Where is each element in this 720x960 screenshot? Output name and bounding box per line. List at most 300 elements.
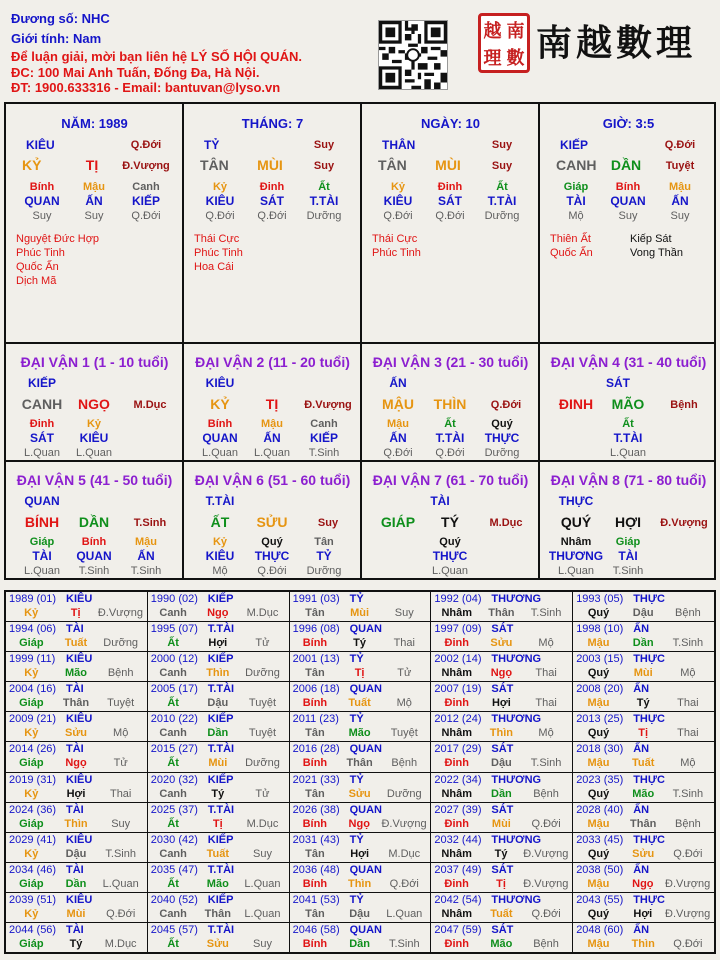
year-stage: Suy bbox=[252, 847, 272, 860]
year-cell bbox=[431, 742, 572, 771]
year-god: QUAN bbox=[349, 923, 382, 936]
year-stem: Tân bbox=[305, 847, 325, 860]
year-cell bbox=[148, 712, 289, 741]
year-branch: Dậu bbox=[349, 907, 370, 920]
year-label: 2027 (39) bbox=[434, 803, 482, 816]
decade-title: ĐẠI VẬN 4 (31 - 40 tuổi) bbox=[550, 354, 707, 370]
year-stem: Kỷ bbox=[24, 847, 39, 860]
year-stage: M.Dục bbox=[246, 607, 279, 619]
decade-branch: SỬU bbox=[256, 514, 288, 530]
year-branch: Thìn bbox=[206, 667, 230, 680]
year-god: THƯƠNG bbox=[491, 593, 542, 605]
hidden-stage: T.Sinh bbox=[130, 565, 162, 577]
year-branch: Tuất bbox=[348, 697, 371, 710]
hidden-stage: T.Sinh bbox=[308, 447, 340, 459]
year-cell bbox=[148, 742, 289, 771]
year-stem: Quý bbox=[587, 727, 610, 740]
hidden-stage: T.Sinh bbox=[612, 565, 644, 577]
year-stage: Dưỡng bbox=[103, 637, 139, 650]
year-label: 1992 (04) bbox=[434, 593, 482, 605]
hidden-stem: Bính bbox=[81, 536, 107, 548]
pillar-stem: TÂN bbox=[378, 157, 407, 173]
hidden-god: ẤN bbox=[137, 549, 155, 563]
decade-3 bbox=[362, 344, 539, 460]
year-cell bbox=[290, 773, 431, 802]
year-god: TỶ bbox=[349, 713, 364, 726]
year-cell bbox=[290, 682, 431, 711]
hidden-stem: Kỷ bbox=[86, 418, 102, 430]
hidden-stem: Quý bbox=[439, 536, 461, 548]
hidden-stage: L.Quan bbox=[557, 565, 595, 577]
year-stem: Giáp bbox=[19, 637, 44, 650]
year-pillar bbox=[576, 727, 710, 739]
year-stage: Thai bbox=[677, 697, 699, 710]
year-pillar bbox=[9, 878, 143, 890]
year-label: 1997 (09) bbox=[434, 623, 482, 636]
year-stage: T.Sinh bbox=[672, 637, 704, 650]
year-label: 2021 (33) bbox=[292, 773, 340, 786]
year-cell bbox=[431, 712, 572, 741]
year-stage: Tử bbox=[113, 757, 128, 770]
year-stage: Đ.Vượng bbox=[381, 817, 427, 830]
year-label: 2041 (53) bbox=[292, 893, 340, 906]
year-stage: M.Dục bbox=[246, 817, 279, 830]
year-branch: Hợi bbox=[208, 637, 228, 650]
year-pillar bbox=[151, 757, 285, 769]
year-pillar bbox=[9, 607, 143, 619]
hidden-god: SÁT bbox=[30, 431, 54, 445]
year-label: 2012 (24) bbox=[434, 713, 482, 726]
year-stem: Đinh bbox=[444, 757, 469, 770]
year-branch: Tý bbox=[353, 637, 367, 650]
year-god: SÁT bbox=[491, 863, 514, 876]
hidden-god: KIÊU bbox=[205, 194, 235, 208]
year-stage: Bệnh bbox=[533, 787, 559, 800]
hidden-god: THƯƠNG bbox=[548, 549, 604, 563]
year-stem: Ất bbox=[167, 817, 179, 830]
year-pillar bbox=[151, 637, 285, 649]
year-cell bbox=[290, 803, 431, 832]
decade-title: ĐẠI VẬN 3 (21 - 30 tuổi) bbox=[372, 354, 529, 370]
year-god: THƯƠNG bbox=[491, 713, 542, 726]
star-name: Thiên Ất bbox=[550, 233, 591, 245]
hidden-stem: Mậu bbox=[83, 181, 105, 193]
year-label: 2018 (30) bbox=[576, 743, 624, 756]
year-branch: Thìn bbox=[489, 727, 513, 740]
decade-state: Đ.Vượng bbox=[660, 517, 708, 529]
pillar-god: TỶ bbox=[204, 138, 220, 152]
year-stage: Mộ bbox=[680, 757, 696, 770]
year-stage: T.Sinh bbox=[388, 937, 420, 950]
year-branch: Tị bbox=[212, 817, 223, 830]
year-stage: T.Sinh bbox=[530, 607, 562, 619]
year-stem: Tân bbox=[305, 727, 325, 740]
year-cell bbox=[148, 652, 289, 681]
year-stem: Tân bbox=[305, 787, 325, 800]
decade-2 bbox=[184, 344, 361, 460]
year-branch: Tý bbox=[636, 697, 650, 710]
hidden-god: QUAN bbox=[610, 194, 646, 208]
year-stage: Thai bbox=[109, 787, 132, 800]
year-stage: Thai bbox=[535, 697, 557, 710]
year-god: ẤN bbox=[633, 923, 650, 936]
year-pillar bbox=[151, 848, 285, 860]
year-stage: Mộ bbox=[396, 697, 412, 710]
hidden-stage: L.Quan bbox=[23, 565, 61, 577]
hidden-god: TÀI bbox=[32, 549, 52, 563]
year-god: T.TÀI bbox=[207, 623, 235, 636]
pillar-state: Suy bbox=[491, 160, 513, 172]
year-label: 1991 (03) bbox=[292, 593, 340, 605]
year-stem: Tân bbox=[305, 607, 325, 619]
hidden-stem: Kỷ bbox=[390, 181, 406, 193]
year-pillar bbox=[434, 697, 568, 709]
year-label: 1998 (10) bbox=[576, 623, 624, 636]
year-stem: Nhâm bbox=[441, 727, 472, 740]
year-branch: Tuất bbox=[490, 907, 513, 920]
pillar-god: KIÊU bbox=[26, 138, 55, 152]
star-name: Phúc Tinh bbox=[194, 247, 243, 259]
decade-6 bbox=[184, 462, 361, 578]
hidden-stage: Q.Đới bbox=[131, 210, 161, 222]
star-name: Kiếp Sát bbox=[630, 233, 672, 245]
year-god: KIẾP bbox=[207, 833, 234, 846]
hidden-stem: Mậu bbox=[261, 418, 283, 430]
decade-title: ĐẠI VẬN 6 (51 - 60 tuổi) bbox=[194, 472, 351, 488]
year-stage: Bệnh bbox=[533, 937, 559, 950]
pillar-title: NGÀY: 10 bbox=[421, 116, 480, 131]
year-pillar bbox=[576, 757, 710, 769]
year-pillar bbox=[434, 637, 568, 649]
year-pillar bbox=[151, 818, 285, 830]
year-cell bbox=[6, 773, 147, 802]
year-pillar bbox=[576, 818, 710, 830]
year-stem: Mậu bbox=[587, 817, 610, 830]
year-stem: Đinh bbox=[444, 877, 469, 890]
year-pillar bbox=[293, 878, 427, 890]
hidden-god: TÀI bbox=[618, 549, 638, 563]
year-god: KIẾP bbox=[207, 593, 234, 605]
year-branch: Thân bbox=[346, 757, 373, 770]
decade-stem: BÍNH bbox=[24, 514, 60, 530]
year-stage: L.Quan bbox=[386, 907, 423, 920]
year-god: KIẾP bbox=[207, 773, 234, 786]
year-god: ẤN bbox=[633, 743, 650, 756]
pillar-title: GIỜ: 3:5 bbox=[602, 116, 655, 131]
year-cell bbox=[573, 923, 714, 952]
hidden-stem: Giáp bbox=[29, 536, 55, 548]
year-cell bbox=[573, 592, 714, 621]
year-god: TÀI bbox=[66, 743, 84, 756]
year-pillar bbox=[151, 938, 285, 950]
year-pillar bbox=[293, 727, 427, 739]
year-god: KIÊU bbox=[66, 653, 93, 666]
year-cell bbox=[573, 893, 714, 922]
decade-title: ĐẠI VẬN 2 (11 - 20 tuổi) bbox=[195, 354, 350, 370]
year-stage: T.Sinh bbox=[105, 847, 136, 860]
year-branch: Sửu bbox=[490, 637, 513, 650]
year-label: 2014 (26) bbox=[9, 743, 57, 756]
year-stem: Mậu bbox=[587, 757, 610, 770]
phone-email-text[interactable]: ĐT: 1900.633316 - Email: bantuvan@lyso.vn bbox=[11, 80, 281, 95]
year-stem: Đinh bbox=[444, 637, 469, 650]
decade-branch: MÃO bbox=[611, 396, 645, 412]
year-stage: Mộ bbox=[538, 637, 554, 650]
year-stage: L.Quan bbox=[244, 907, 281, 920]
hidden-stage: Q.Đới bbox=[435, 447, 465, 459]
star-name: Phúc Tinh bbox=[16, 247, 65, 259]
year-cell bbox=[573, 833, 714, 862]
year-god: ẤN bbox=[633, 623, 650, 636]
pillar-branch: MÙI bbox=[257, 157, 283, 173]
hidden-stem: Bính bbox=[615, 181, 641, 193]
year-pillar bbox=[293, 938, 427, 950]
hidden-stage: Mộ bbox=[212, 565, 228, 577]
year-stem: Giáp bbox=[19, 877, 44, 890]
year-god: KIÊU bbox=[66, 593, 93, 605]
hidden-stem: Ất bbox=[444, 418, 456, 430]
year-god: TỶ bbox=[349, 593, 364, 605]
year-stem: Bính bbox=[302, 697, 328, 710]
hidden-stem: Đinh bbox=[259, 181, 285, 193]
year-god: THỰC bbox=[633, 893, 665, 906]
hidden-stem: Mậu bbox=[669, 181, 691, 193]
hidden-god: KIÊU bbox=[383, 194, 413, 208]
year-god: THỰC bbox=[633, 833, 665, 846]
star-name: Dịch Mã bbox=[16, 275, 57, 287]
year-god: KIẾP bbox=[207, 653, 234, 666]
year-cell bbox=[6, 893, 147, 922]
hidden-god: T.TÀI bbox=[309, 194, 339, 208]
year-god: QUAN bbox=[349, 683, 382, 696]
hidden-stage: Q.Đới bbox=[383, 210, 413, 222]
year-stage: Mộ bbox=[538, 727, 554, 740]
year-stage: M.Dục bbox=[104, 937, 137, 950]
year-cell bbox=[573, 652, 714, 681]
year-stem: Kỷ bbox=[24, 607, 39, 619]
year-stage: L.Quan bbox=[244, 877, 281, 890]
year-pillar bbox=[151, 697, 285, 709]
pillar-title: THÁNG: 7 bbox=[241, 116, 304, 131]
hidden-god: KIẾP bbox=[131, 194, 161, 208]
decade-title: ĐẠI VẬN 1 (1 - 10 tuổi) bbox=[20, 354, 169, 370]
year-stage: Đ.Vượng bbox=[523, 847, 569, 860]
year-stem: Ất bbox=[167, 637, 179, 650]
year-stem: Ất bbox=[167, 937, 179, 950]
year-cell bbox=[6, 712, 147, 741]
year-stem: Ất bbox=[167, 697, 179, 710]
year-stem: Bính bbox=[302, 817, 328, 830]
year-pillar bbox=[9, 938, 143, 950]
hidden-stage: Suy bbox=[84, 210, 104, 222]
year-cell bbox=[6, 622, 147, 651]
year-god: SÁT bbox=[491, 623, 514, 636]
year-branch: Ngọ bbox=[65, 757, 87, 770]
year-stem: Kỷ bbox=[24, 907, 39, 920]
hidden-stem: Đinh bbox=[29, 418, 55, 430]
hidden-stem: Mậu bbox=[387, 418, 409, 430]
year-stage: Dưỡng bbox=[245, 757, 280, 770]
star-name: Hoa Cái bbox=[194, 261, 234, 273]
year-stem: Mậu bbox=[587, 637, 610, 650]
year-god: THỰC bbox=[633, 773, 665, 786]
year-branch: Hợi bbox=[350, 847, 370, 860]
hidden-stem: Canh bbox=[132, 181, 160, 193]
year-cell bbox=[148, 833, 289, 862]
hidden-stem: Kỷ bbox=[212, 181, 228, 193]
year-stage: Q.Đới bbox=[673, 937, 703, 950]
year-pillar bbox=[434, 667, 568, 679]
year-cell bbox=[148, 682, 289, 711]
year-pillar bbox=[434, 878, 568, 890]
year-label: 2031 (43) bbox=[292, 833, 340, 846]
year-pillar bbox=[9, 908, 143, 920]
pillar-0 bbox=[6, 104, 183, 342]
year-label: 1999 (11) bbox=[9, 653, 56, 666]
year-branch: Ngọ bbox=[348, 817, 370, 830]
year-branch: Mão bbox=[65, 667, 87, 680]
year-pillar bbox=[434, 727, 568, 739]
hidden-god: ẤN bbox=[85, 194, 103, 208]
year-stem: Canh bbox=[159, 727, 187, 740]
year-pillar bbox=[293, 848, 427, 860]
year-branch: Mùi bbox=[350, 607, 370, 619]
year-pillar bbox=[434, 848, 568, 860]
year-branch: Mão bbox=[206, 877, 229, 890]
hidden-stage: Q.Đới bbox=[257, 210, 287, 222]
year-label: 2037 (49) bbox=[434, 863, 482, 876]
year-cell bbox=[290, 622, 431, 651]
year-god: QUAN bbox=[349, 803, 382, 816]
year-pillar bbox=[9, 697, 143, 709]
pillar-title: NĂM: 1989 bbox=[61, 116, 128, 131]
decade-state: M.Dục bbox=[133, 399, 167, 411]
star-name: Quốc Ấn bbox=[550, 247, 593, 259]
decade-stem: CANH bbox=[21, 396, 63, 412]
year-stage: Bệnh bbox=[391, 757, 418, 770]
hidden-stage: Q.Đới bbox=[383, 447, 413, 459]
star-name: Vong Thần bbox=[630, 247, 684, 259]
year-stem: Canh bbox=[159, 787, 187, 800]
year-cell bbox=[290, 652, 431, 681]
year-god: KIẾP bbox=[207, 893, 234, 906]
year-god: TÀI bbox=[66, 683, 84, 696]
year-label: 2046 (58) bbox=[292, 923, 340, 936]
year-label: 1994 (06) bbox=[9, 623, 57, 636]
hidden-god: TỶ bbox=[316, 549, 332, 563]
year-pillar bbox=[434, 818, 568, 830]
year-cell bbox=[431, 893, 572, 922]
contact-text: Để luận giải, mời bạn liên hệ LÝ SỐ HỘI QUÁN. bbox=[11, 49, 302, 64]
year-pillar bbox=[293, 667, 427, 679]
year-stem: Quý bbox=[587, 907, 610, 920]
year-branch: Sửu bbox=[348, 787, 371, 800]
year-pillar bbox=[576, 908, 710, 920]
year-stage: T.Sinh bbox=[530, 757, 562, 770]
year-stem: Quý bbox=[587, 787, 610, 800]
year-label: 2045 (57) bbox=[150, 923, 198, 936]
year-stem: Nhâm bbox=[441, 847, 472, 860]
year-cell bbox=[431, 622, 572, 651]
year-branch: Sửu bbox=[64, 727, 88, 740]
hidden-stage: Dưỡng bbox=[306, 210, 342, 222]
hidden-stem: Tân bbox=[314, 536, 334, 548]
year-cell bbox=[6, 863, 147, 892]
hidden-god: TÀI bbox=[566, 194, 586, 208]
pillar-note: Q.Đới bbox=[664, 139, 696, 151]
hidden-god: T.TÀI bbox=[435, 431, 465, 445]
hidden-stage: L.Quan bbox=[75, 447, 113, 459]
decade-branch: TỊ bbox=[265, 396, 279, 412]
year-pillar bbox=[434, 908, 568, 920]
decade-stem: ẤT bbox=[210, 514, 230, 530]
decade-state: Suy bbox=[317, 517, 339, 529]
year-branch: Mùi bbox=[491, 817, 511, 830]
year-label: 1989 (01) bbox=[9, 593, 57, 605]
year-label: 2043 (55) bbox=[576, 893, 624, 906]
year-stage: Bệnh bbox=[675, 607, 701, 619]
year-god: TÀI bbox=[66, 863, 84, 876]
year-cell bbox=[431, 592, 572, 621]
year-label: 2042 (54) bbox=[434, 893, 482, 906]
year-cell bbox=[431, 682, 572, 711]
year-branch: Ngọ bbox=[490, 667, 513, 680]
hidden-stage: L.Quan bbox=[431, 565, 469, 577]
year-stage: Q.Đới bbox=[106, 907, 136, 920]
year-stage: Suy bbox=[111, 817, 131, 830]
year-label: 2034 (46) bbox=[9, 863, 57, 876]
year-cell bbox=[148, 773, 289, 802]
qr-code-icon[interactable] bbox=[378, 20, 448, 90]
year-god: QUAN bbox=[349, 863, 382, 876]
star-name: Thái Cực bbox=[194, 233, 240, 245]
year-pillar bbox=[151, 727, 285, 739]
year-god: THƯƠNG bbox=[491, 773, 542, 786]
year-stage: Mộ bbox=[113, 727, 129, 740]
year-pillar bbox=[9, 848, 143, 860]
year-god: TỶ bbox=[349, 833, 364, 846]
year-stage: Q.Đới bbox=[531, 817, 561, 830]
year-god: THỰC bbox=[633, 593, 665, 605]
year-god: KIÊU bbox=[66, 833, 93, 846]
pillar-2 bbox=[362, 104, 539, 342]
year-stem: Đinh bbox=[444, 937, 469, 950]
decade-state: Q.Đới bbox=[490, 399, 522, 411]
year-cell bbox=[431, 923, 572, 952]
hidden-stem: Bính bbox=[207, 418, 233, 430]
year-stem: Tân bbox=[305, 907, 325, 920]
decade-god: ẤN bbox=[389, 376, 407, 390]
year-label: 2039 (51) bbox=[9, 893, 57, 906]
pillar-branch: TỊ bbox=[85, 157, 99, 173]
star-name: Thái Cực bbox=[372, 233, 418, 245]
year-god: T.TÀI bbox=[207, 683, 235, 696]
hidden-stem: Bính bbox=[29, 181, 55, 193]
year-pillar bbox=[293, 607, 427, 619]
hidden-stage: L.Quan bbox=[23, 447, 61, 459]
year-cell bbox=[431, 803, 572, 832]
year-cell bbox=[290, 893, 431, 922]
year-stem: Bính bbox=[302, 937, 328, 950]
year-cell bbox=[148, 923, 289, 952]
year-label: 2038 (50) bbox=[576, 863, 624, 876]
year-cell bbox=[6, 803, 147, 832]
year-god: THỰC bbox=[633, 653, 665, 666]
year-cell bbox=[573, 682, 714, 711]
year-god: QUAN bbox=[349, 623, 382, 636]
hidden-stage: Q.Đới bbox=[257, 565, 287, 577]
year-stem: Nhâm bbox=[441, 787, 472, 800]
